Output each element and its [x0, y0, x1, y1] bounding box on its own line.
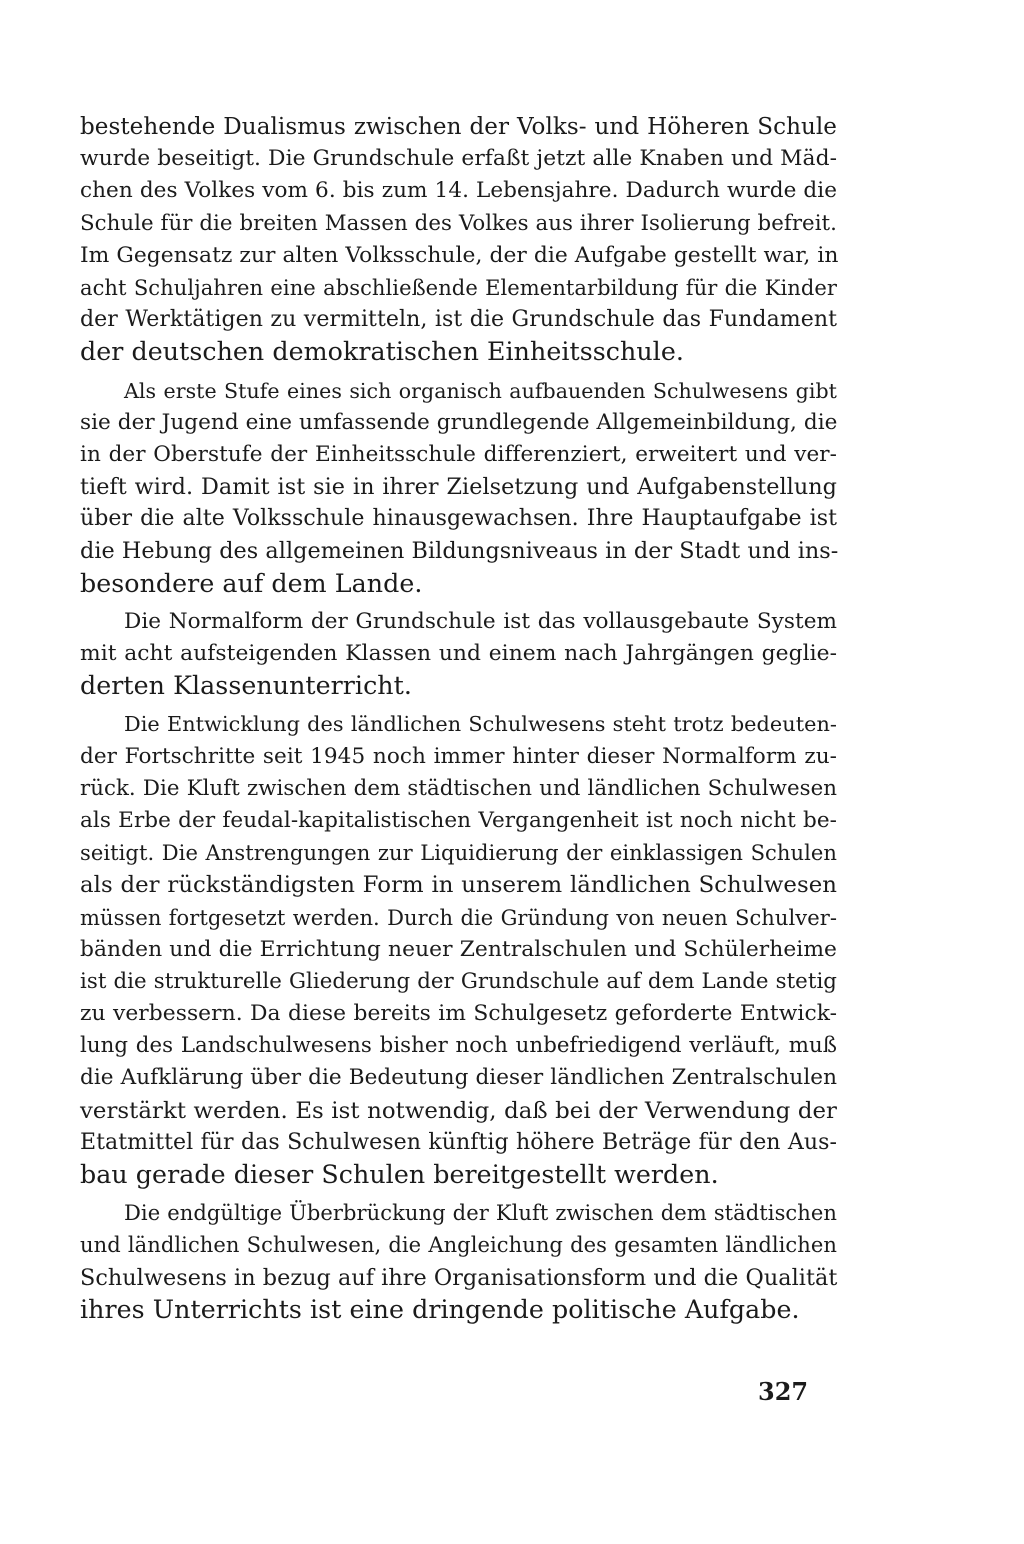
text-line: Die endgültige Überbrückung der Kluft zwischen dem städtischen	[124, 1200, 837, 1226]
text-line: der deutschen demokratischen Einheitsschule.	[80, 337, 684, 367]
paragraph-3	[80, 606, 837, 703]
body-text	[80, 111, 837, 1326]
text-line: rück. Die Kluft zwischen dem städtischen und ländlichen Schulwesen	[80, 775, 837, 801]
text-line: der Werktätigen zu vermitteln, ist die Grundschule das Fundament	[80, 307, 837, 333]
paragraph-4	[80, 708, 837, 1191]
text-line: Schule für die breiten Massen des Volkes aus ihrer Isolierung befreit.	[80, 210, 837, 236]
text-line: bau gerade dieser Schulen bereitgestellt werden.	[80, 1160, 719, 1189]
text-line: verstärkt werden. Es ist notwendig, daß bei der Verwendung der	[80, 1097, 837, 1124]
text-line: und ländlichen Schulwesen, die Angleichung des gesamten ländlichen	[80, 1232, 837, 1258]
text-line: seitigt. Die Anstrengungen zur Liquidierung der einklassigen Schulen	[80, 840, 837, 866]
page-number: 327	[758, 1377, 809, 1406]
text-line: bestehende Dualismus zwischen der Volks- und Höheren Schule	[80, 114, 837, 140]
text-line: als der rückständigsten Form in unserem ländlichen Schulwesen	[80, 872, 837, 899]
text-line: über die alte Volksschule hinausgewachsen. Ihre Hauptaufgabe ist	[80, 506, 837, 532]
text-line: Als erste Stufe eines sich organisch aufbauenden Schulwesens gibt	[124, 378, 837, 403]
text-line: bänden und die Errichtung neuer Zentralschulen und Schülerheime	[80, 936, 837, 962]
text-line: die Hebung des allgemeinen Bildungsniveaus in der Stadt und ins-	[80, 538, 839, 565]
text-line: Im Gegensatz zur alten Volksschule, der die Aufgabe gestellt war, in	[80, 242, 839, 268]
text-line: Etatmittel für das Schulwesen künftig höhere Beträge für den Aus-	[80, 1129, 837, 1155]
paragraph-1	[80, 111, 837, 369]
text-line: zu verbessern. Da diese bereits im Schulgesetz geforderte Entwick-	[80, 1001, 837, 1027]
text-line: Schulwesens in bezug auf ihre Organisationsform und die Qualität	[80, 1264, 838, 1291]
text-line: wurde beseitigt. Die Grundschule erfaßt jetzt alle Knaben und Mäd-	[80, 146, 837, 172]
paragraph-5	[80, 1197, 837, 1326]
text-line: besondere auf dem Lande.	[80, 568, 423, 598]
text-line: derten Klassenunterricht.	[80, 671, 412, 701]
text-line: chen des Volkes vom 6. bis zum 14. Lebensjahre. Dadurch wurde die	[80, 178, 837, 204]
text-line: als Erbe der feudal-kapitalistischen Vergangenheit ist noch nicht be-	[80, 807, 837, 833]
text-line: tieft wird. Damit ist sie in ihrer Zielsetzung und Aufgabenstellung	[80, 474, 837, 501]
text-line: ihres Unterrichts ist eine dringende politische Aufgabe.	[80, 1294, 800, 1324]
text-line: sie der Jugend eine umfassende grundlegende Allgemeinbildung, die	[80, 409, 838, 435]
text-line: Die Entwicklung des ländlichen Schulwesens steht trotz bedeuten-	[124, 712, 837, 737]
text-line: in der Oberstufe der Einheitsschule differenziert, erweitert und ver-	[80, 441, 837, 467]
text-line: lung des Landschulwesens bisher noch unbefriedigend verläuft, muß	[80, 1033, 837, 1059]
text-line: die Aufklärung über die Bedeutung dieser ländlichen Zentralschulen	[80, 1065, 837, 1091]
paragraph-2	[80, 375, 837, 600]
text-line: ist die strukturelle Gliederung der Grundschule auf dem Lande stetig	[80, 968, 837, 994]
text-line: Die Normalform der Grundschule ist das vollausgebaute System	[124, 608, 837, 634]
text-line: mit acht aufsteigenden Klassen und einem nach Jahrgängen geglie-	[80, 641, 837, 666]
text-line: müssen fortgesetzt werden. Durch die Gründung von neuen Schulver-	[80, 904, 837, 930]
text-line: der Fortschritte seit 1945 noch immer hinter dieser Normalform zu-	[80, 743, 837, 769]
text-line: acht Schuljahren eine abschließende Elementarbildung für die Kinder	[80, 274, 837, 300]
